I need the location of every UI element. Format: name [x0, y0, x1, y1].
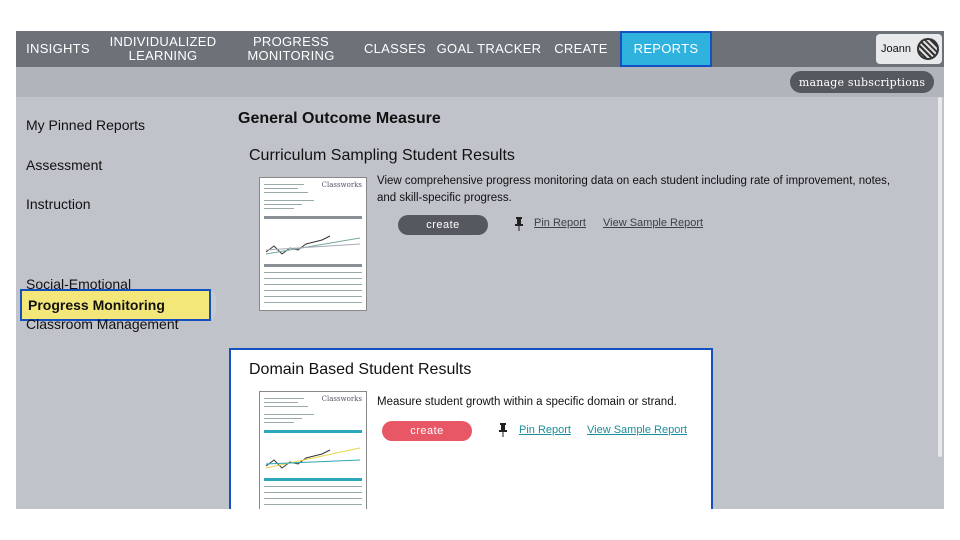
classworks-logo: Classworks — [321, 395, 362, 403]
sub-toolbar — [16, 67, 944, 97]
avatar-icon — [917, 38, 939, 60]
sidebar-item-progress-monitoring[interactable]: Progress Monitoring — [20, 289, 211, 321]
report-card-description: Measure student growth within a specific domain or strand. — [377, 396, 677, 408]
report-list — [226, 97, 944, 509]
report-thumbnail[interactable] — [259, 391, 367, 509]
pin-icon[interactable] — [498, 423, 508, 437]
user-menu-button[interactable] — [876, 34, 942, 64]
thumbnail-chart — [264, 438, 362, 474]
main-scrollbar[interactable] — [938, 97, 942, 457]
nav-individualized-learning[interactable]: INDIVIDUALIZED LEARNING — [109, 34, 217, 63]
view-sample-report-link[interactable]: View Sample Report — [603, 217, 704, 229]
report-card-title: Domain Based Student Results — [249, 361, 472, 378]
nav-reports[interactable]: REPORTS — [620, 31, 712, 67]
sidebar-item-classroom-management[interactable]: Classroom Management — [26, 316, 179, 332]
pin-report-link[interactable]: Pin Report — [519, 424, 571, 436]
sidebar-item-assessment[interactable]: Assessment — [26, 157, 103, 173]
report-card-domain-based — [229, 348, 713, 509]
classworks-logo: Classworks — [321, 181, 362, 189]
pin-icon[interactable] — [514, 217, 524, 231]
create-report-button[interactable]: create — [382, 421, 472, 441]
report-card-title: Curriculum Sampling Student Results — [249, 147, 515, 164]
sidebar — [16, 97, 226, 509]
sidebar-item-instruction[interactable]: Instruction — [26, 196, 91, 212]
report-thumbnail[interactable] — [259, 177, 367, 311]
user-name: Joann — [881, 43, 911, 55]
nav-goal-tracker[interactable]: GOAL TRACKER — [436, 41, 542, 56]
nav-progress-monitoring[interactable]: PROGRESS MONITORING — [247, 34, 335, 63]
app-window — [16, 31, 944, 509]
report-card-description: View comprehensive progress monitoring data on each student including rate of improvement, notes, and skill-specific progress. — [377, 175, 891, 204]
manage-subscriptions-button[interactable]: manage subscriptions — [790, 71, 934, 93]
sidebar-item-pinned-reports[interactable]: My Pinned Reports — [26, 117, 146, 133]
nav-create[interactable]: CREATE — [554, 41, 608, 56]
report-card-curriculum-sampling — [226, 137, 916, 307]
thumbnail-chart — [264, 224, 362, 260]
sidebar-item-social-emotional[interactable]: Social-Emotional — [26, 276, 132, 292]
section-title: General Outcome Measure — [238, 110, 441, 127]
top-nav — [16, 31, 944, 67]
create-report-button[interactable]: create — [398, 215, 488, 235]
nav-insights[interactable]: INSIGHTS — [26, 41, 90, 56]
nav-classes[interactable]: CLASSES — [363, 41, 427, 56]
view-sample-report-link[interactable]: View Sample Report — [587, 424, 688, 436]
pin-report-link[interactable]: Pin Report — [534, 217, 586, 229]
